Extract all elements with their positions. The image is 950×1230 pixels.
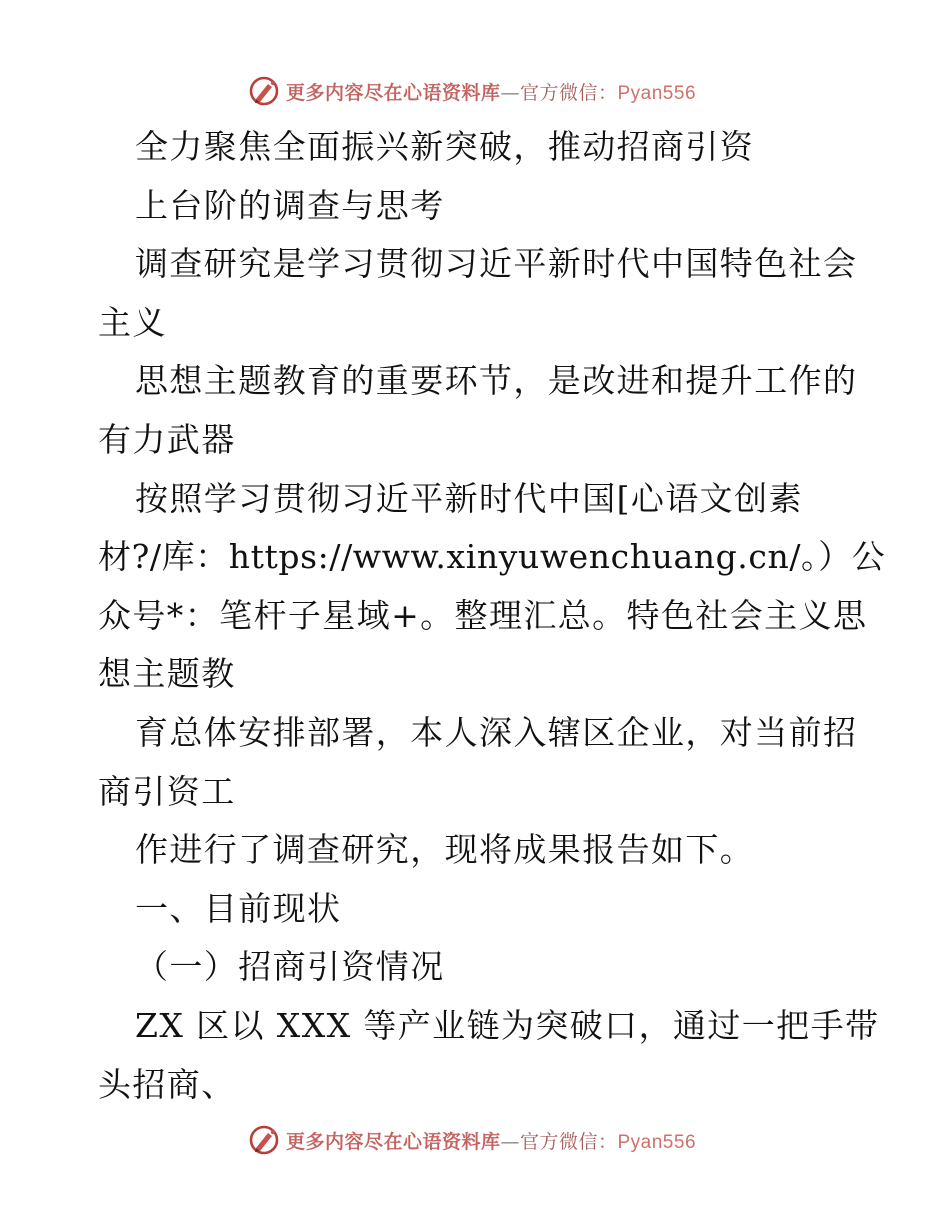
watermark-main-text: 更多内容尽在心语资料库	[285, 81, 501, 104]
subsection-heading: （一）招商引资情况	[135, 947, 445, 987]
paragraph-line: 主义	[98, 302, 167, 342]
paragraph-line: 育总体安排部署，本人深入辖区企业，对当前招	[135, 712, 858, 752]
document-body	[98, 118, 886, 1114]
paragraph-line: 有力武器	[98, 419, 236, 459]
watermark-wechat-label: 官方微信：	[519, 1130, 618, 1153]
watermark-text	[286, 1127, 696, 1154]
paragraph-line: 头招商、	[98, 1064, 236, 1104]
pen-circle-logo-icon	[248, 75, 280, 107]
watermark-separator: —	[500, 1130, 520, 1153]
doc-title-line-2: 上台阶的调查与思考	[135, 185, 445, 225]
watermark-wechat-label: 官方微信：	[519, 81, 618, 104]
paragraph-line: 想主题教	[98, 654, 236, 694]
watermark-text	[286, 78, 696, 105]
footer-watermark-inner	[248, 1124, 696, 1156]
paragraph-line: ZX 区以 XXX 等产业链为突破口，通过一把手带	[135, 1005, 880, 1045]
paragraph-line: 调查研究是学习贯彻习近平新时代中国特色社会	[135, 244, 858, 284]
watermark-main-text: 更多内容尽在心语资料库	[285, 1130, 501, 1153]
paragraph-line: 众号*：笔杆子星域+。整理汇总。特色社会主义思	[98, 595, 868, 635]
paragraph-line-url	[98, 528, 886, 587]
header-watermark-inner	[248, 75, 696, 107]
paragraph-line: 按照学习贯彻习近平新时代中国[心语文创素	[135, 478, 803, 518]
doc-title-line-1: 全力聚焦全面振兴新突破，推动招商引资	[135, 127, 755, 166]
header-watermark	[0, 71, 950, 111]
paragraph-line: 作进行了调查研究，现将成果报告如下。	[135, 830, 755, 870]
section-heading: 一、目前现状	[135, 888, 342, 928]
paragraph-line: 思想主题教育的重要环节，是改进和提升工作的	[135, 361, 858, 401]
url-line-text: 材?/库：https://www.xinyuwenchuang.cn/。）公	[98, 537, 886, 577]
watermark-wechat-id: Pyan556	[617, 1131, 697, 1153]
paragraph-line: 商引资工	[98, 771, 236, 811]
footer-watermark	[0, 1120, 950, 1160]
watermark-wechat-id: Pyan556	[617, 82, 697, 104]
pen-circle-logo-icon	[248, 1124, 280, 1156]
watermark-separator: —	[500, 81, 520, 104]
